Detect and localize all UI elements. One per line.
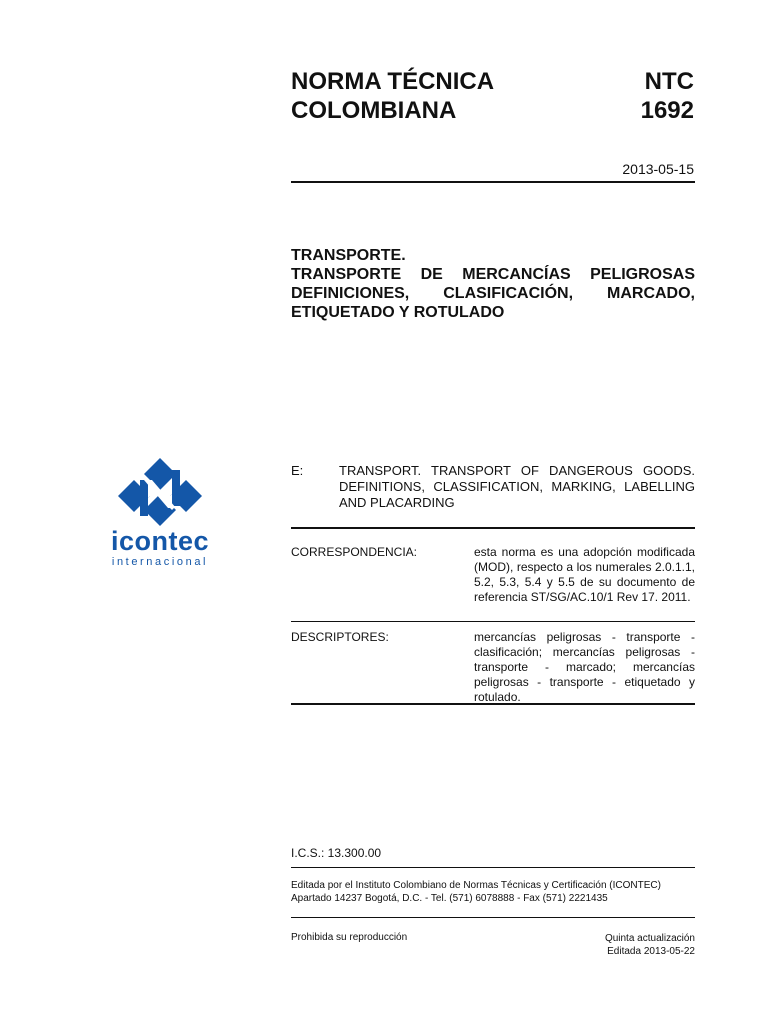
header-divider: [291, 181, 695, 183]
subject-line-1: TRANSPORTE.: [291, 247, 406, 264]
document-title: [291, 67, 494, 125]
english-divider: [291, 527, 695, 529]
logo-subtitle: internacional: [111, 556, 209, 568]
edition-info: [520, 932, 695, 958]
subject-line-2: TRANSPORTE DE MERCANCÍAS PELIGROSAS: [291, 266, 695, 283]
editor-info: [291, 879, 695, 905]
subject-line-3: DEFINICIONES, CLASIFICACIÓN, MARCADO,: [291, 285, 695, 302]
publication-date: 2013-05-15: [622, 161, 694, 177]
correspondencia-divider: [291, 621, 695, 622]
descriptores-key: DESCRIPTORES:: [291, 630, 389, 644]
editor-line-2: Apartado 14237 Bogotá, D.C. - Tel. (571) 6078888 - Fax (571) 2221435: [291, 893, 608, 904]
reproduction-notice: Prohibida su reproducción: [291, 932, 408, 943]
title-line-2: COLOMBIANA: [291, 97, 457, 124]
correspondencia-key: CORRESPONDENCIA:: [291, 545, 418, 559]
editor-divider: [291, 917, 695, 918]
code-number: 1692: [640, 97, 694, 124]
icontec-diamond-icon: [104, 456, 216, 528]
code-label: NTC: [644, 68, 694, 95]
editor-line-1: Editada por el Instituto Colombiano de Normas Técnicas y Certificación (ICONTEC): [291, 880, 661, 891]
subject-line-4: ETIQUETADO Y ROTULADO: [291, 304, 505, 321]
document-subject: [291, 246, 695, 322]
english-title-key: E:: [291, 463, 304, 478]
english-title-value: TRANSPORT. TRANSPORT OF DANGEROUS GOODS. DEFINITIONS, CLASSIFICATION, MARKING, LABELLING AND PLACARDING: [339, 463, 695, 510]
ics-code: I.C.S.: 13.300.00: [291, 846, 382, 860]
descriptores-divider: [291, 703, 695, 705]
correspondencia-value: esta norma es una adopción modificada (MOD), respecto a los numerales 2.0.1.1, 5.2, 5.3, 5.4 y 5.5 de su documento de referencia ST/SG/AC.10/1 Rev 17. 2011.: [474, 545, 695, 604]
descriptores-value: mercancías peligrosas - transporte - clasificación; mercancías peligrosas - transporte - marcado; mercancías peligrosas - transporte - etiquetado y rotulado.: [474, 630, 695, 704]
edition-line-2: Editada 2013-05-22: [607, 946, 695, 957]
standard-code: [560, 67, 694, 125]
title-line-1: NORMA TÉCNICA: [291, 68, 495, 95]
logo-wordmark: icontec: [110, 526, 210, 556]
edition-line-1: Quinta actualización: [604, 933, 695, 944]
ics-divider: [291, 867, 695, 868]
